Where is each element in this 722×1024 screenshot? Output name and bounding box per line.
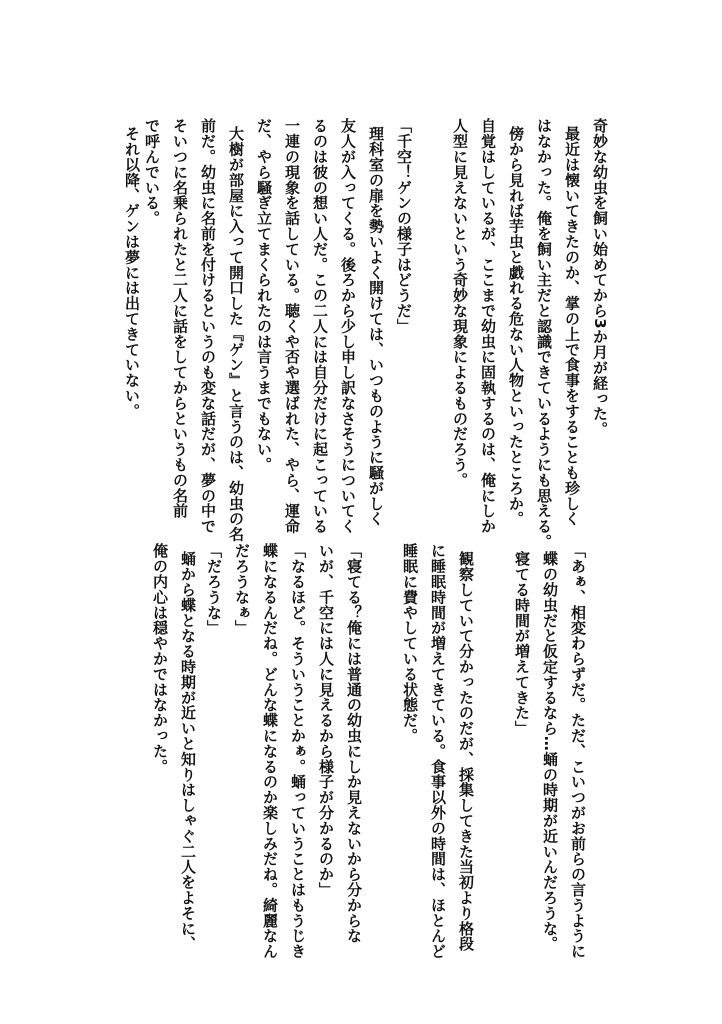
- text-line: 俺の内心は穏やかではなかった。: [151, 543, 169, 774]
- text-line: 「あぁ、相変わらずだ。ただ、こいつがお前らの言うように: [569, 543, 587, 959]
- text-line: 奇妙な幼虫を飼い始めてから3か月が経った。: [591, 118, 609, 437]
- text-line: 前だ。幼虫に名前を付けるというのも変な話だが、夢の中で: [199, 118, 217, 534]
- text-line: 傍から見れば芋虫と戯れる危ない人物といったところか。: [507, 126, 525, 527]
- text-line: 人型に見えないという奇妙な現象によるものだろう。: [451, 118, 469, 488]
- text-line: 寝てる時間が増えてきた」: [513, 551, 531, 736]
- text-line: 「なるほど。そういうことかぁ。蛹っていうことはもうじき: [289, 543, 307, 959]
- text-line: 最近は懐いてきたのか、掌の上で食事をすることも珍しく: [563, 126, 581, 527]
- text-line: 「だろうな」: [205, 543, 223, 636]
- text-line: 一連の現象を話している。聴くや否や選ばれた、やら、運命: [283, 118, 301, 534]
- text-line: 蝶になるんだね。どんな蝶になるのか楽しみだね。綺麗なん: [261, 543, 279, 959]
- text-line: 蛹から蝶となる時期が近いと知りはしゃぐ二人をよそに、: [179, 551, 197, 952]
- text-line: はなかった。俺を飼い主だと認識できているようにも思える。: [535, 118, 553, 550]
- text-line: に睡眠時間が増えてきている。食事以外の時間は、ほとんど: [429, 543, 447, 959]
- text-line: 大樹が部屋に入って開口した『ゲン』と言うのは、幼虫の名: [227, 126, 245, 542]
- text-line: るのは彼の想い人だ。この二人には自分だけに起こっている: [311, 118, 329, 534]
- text-line: 「千空！ゲンの様子はどうだ」: [395, 118, 413, 334]
- text-line: 理科室の扉を勢いよく開けては、いつものように騒がしく: [367, 126, 385, 527]
- text-line: いが、千空には人に見えるから様子が分かるのか」: [317, 543, 335, 898]
- text-line: だろうなぁ」: [233, 543, 251, 636]
- text-line: 「寝てる？俺には普通の幼虫にしか見えないから分からな: [345, 543, 363, 944]
- text-line: それ以降、ゲンは夢には出てきていない。: [123, 126, 141, 419]
- text-line: 睡眠に費やしている状態だ。: [401, 543, 419, 744]
- text-line: 自覚はしているが、ここまで幼虫に固執するのは、俺にしか: [479, 118, 497, 534]
- text-line: で呼んでいる。: [143, 118, 161, 226]
- text-line: 蝶の幼虫だと仮定するなら…蛹の時期が近いんだろうな。: [541, 551, 559, 952]
- text-line: 友人が入ってくる。後ろから少し申し訳なさそうについてく: [339, 118, 357, 534]
- text-line: そいつに名乗られたと二人に話をしてからというもの名前: [171, 118, 189, 519]
- text-line: 観察していて分かったのだが、採集してきた当初より格段: [457, 551, 475, 952]
- text-line: だ、やら騒ぎ立てまくられたのは言うまでもない。: [255, 118, 273, 473]
